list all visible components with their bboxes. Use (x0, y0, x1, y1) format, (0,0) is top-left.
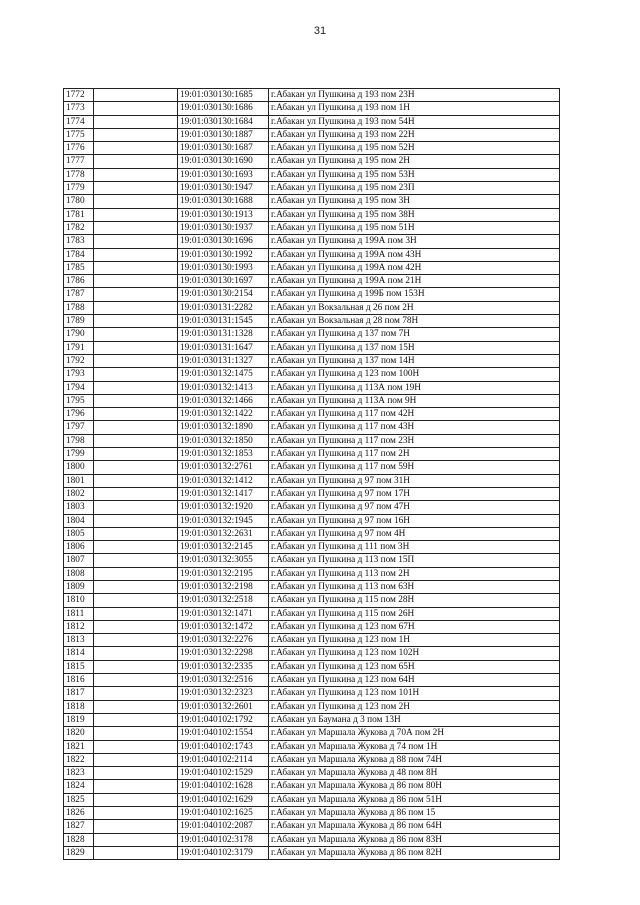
empty-cell (94, 315, 178, 328)
address-cell: г.Абакан ул Маршала Жукова д 88 пом 74Н (269, 753, 560, 766)
address-cell: г.Абакан ул Пушкина д 123 пом 65Н (269, 660, 560, 673)
empty-cell (94, 740, 178, 753)
row-number-cell: 1774 (64, 115, 94, 128)
address-cell: г.Абакан ул Пушкина д 123 пом 1Н (269, 634, 560, 647)
empty-cell (94, 248, 178, 261)
empty-cell (94, 368, 178, 381)
table-row (64, 155, 560, 168)
table-row (64, 514, 560, 527)
table-row (64, 767, 560, 780)
table-row (64, 700, 560, 713)
empty-cell (94, 448, 178, 461)
table-row (64, 527, 560, 540)
row-number-cell: 1773 (64, 102, 94, 115)
cadastral-number-cell: 19:01:030131:1327 (178, 354, 269, 367)
row-number-cell: 1782 (64, 221, 94, 234)
empty-cell (94, 288, 178, 301)
row-number-cell: 1780 (64, 195, 94, 208)
cadastral-number-cell: 19:01:030130:1697 (178, 275, 269, 288)
table-row (64, 487, 560, 500)
empty-cell (94, 780, 178, 793)
empty-cell (94, 647, 178, 660)
table-row (64, 807, 560, 820)
row-number-cell: 1829 (64, 846, 94, 859)
cadastral-number-cell: 19:01:030130:1684 (178, 115, 269, 128)
row-number-cell: 1789 (64, 315, 94, 328)
row-number-cell: 1788 (64, 301, 94, 314)
empty-cell (94, 514, 178, 527)
cadastral-number-cell: 19:01:030132:1475 (178, 368, 269, 381)
cadastral-number-cell: 19:01:030132:1412 (178, 474, 269, 487)
empty-cell (94, 261, 178, 274)
address-cell: г.Абакан ул Маршала Жукова д 74 пом 1Н (269, 740, 560, 753)
empty-cell (94, 820, 178, 833)
row-number-cell: 1828 (64, 833, 94, 846)
row-number-cell: 1801 (64, 474, 94, 487)
cadastral-number-cell: 19:01:040102:2087 (178, 820, 269, 833)
cadastral-number-cell: 19:01:030130:1686 (178, 102, 269, 115)
table-row (64, 580, 560, 593)
row-number-cell: 1791 (64, 341, 94, 354)
cadastral-number-cell: 19:01:030132:2323 (178, 687, 269, 700)
row-number-cell: 1818 (64, 700, 94, 713)
empty-cell (94, 674, 178, 687)
cadastral-number-cell: 19:01:030130:1992 (178, 248, 269, 261)
cadastral-number-cell: 19:01:030132:2631 (178, 527, 269, 540)
cadastral-number-cell: 19:01:040102:1792 (178, 713, 269, 726)
table-row (64, 288, 560, 301)
address-cell: г.Абакан ул Маршала Жукова д 86 пом 15 (269, 807, 560, 820)
address-cell: г.Абакан ул Пушкина д 117 пом 23Н (269, 434, 560, 447)
row-number-cell: 1777 (64, 155, 94, 168)
row-number-cell: 1819 (64, 713, 94, 726)
cadastral-number-cell: 19:01:030132:1850 (178, 434, 269, 447)
table-row (64, 315, 560, 328)
table-row (64, 780, 560, 793)
cadastral-number-cell: 19:01:030131:1647 (178, 341, 269, 354)
cadastral-number-cell: 19:01:030132:1471 (178, 607, 269, 620)
table-row (64, 687, 560, 700)
cadastral-number-cell: 19:01:040102:3178 (178, 833, 269, 846)
table-row (64, 833, 560, 846)
address-cell: г.Абакан ул Пушкина д 195 пом 52Н (269, 142, 560, 155)
address-cell: г.Абакан ул Пушкина д 137 пом 15Н (269, 341, 560, 354)
table-row (64, 115, 560, 128)
cadastral-number-cell: 19:01:030131:2282 (178, 301, 269, 314)
row-number-cell: 1812 (64, 620, 94, 633)
row-number-cell: 1827 (64, 820, 94, 833)
row-number-cell: 1784 (64, 248, 94, 261)
address-cell: г.Абакан ул Пушкина д 113 пом 63Н (269, 580, 560, 593)
cadastral-number-cell: 19:01:040102:1743 (178, 740, 269, 753)
row-number-cell: 1787 (64, 288, 94, 301)
table-row (64, 554, 560, 567)
table-row (64, 753, 560, 766)
address-cell: г.Абакан ул Пушкина д 193 пом 1Н (269, 102, 560, 115)
row-number-cell: 1806 (64, 541, 94, 554)
empty-cell (94, 660, 178, 673)
row-number-cell: 1781 (64, 208, 94, 221)
table-row (64, 368, 560, 381)
table-row (64, 501, 560, 514)
row-number-cell: 1772 (64, 89, 94, 102)
empty-cell (94, 713, 178, 726)
cadastral-number-cell: 19:01:030132:1945 (178, 514, 269, 527)
table-row (64, 328, 560, 341)
cadastral-number-cell: 19:01:040102:3179 (178, 846, 269, 859)
cadastral-number-cell: 19:01:030130:1687 (178, 142, 269, 155)
address-cell: г.Абакан ул Пушкина д 115 пом 26Н (269, 607, 560, 620)
row-number-cell: 1805 (64, 527, 94, 540)
address-cell: г.Абакан ул Пушкина д 199А пом 21Н (269, 275, 560, 288)
empty-cell (94, 341, 178, 354)
row-number-cell: 1793 (64, 368, 94, 381)
cadastral-number-cell: 19:01:030130:1693 (178, 168, 269, 181)
empty-cell (94, 155, 178, 168)
address-cell: г.Абакан ул Пушкина д 137 пом 7Н (269, 328, 560, 341)
table-row (64, 394, 560, 407)
empty-cell (94, 434, 178, 447)
table-row (64, 740, 560, 753)
cadastral-number-cell: 19:01:030132:2298 (178, 647, 269, 660)
row-number-cell: 1807 (64, 554, 94, 567)
row-number-cell: 1809 (64, 580, 94, 593)
table-row (64, 221, 560, 234)
cadastral-number-cell: 19:01:030130:1993 (178, 261, 269, 274)
address-cell: г.Абакан ул Пушкина д 97 пом 17Н (269, 487, 560, 500)
address-cell: г.Абакан ул Баумана д 3 пом 13Н (269, 713, 560, 726)
registry-table (63, 88, 560, 860)
table-row (64, 620, 560, 633)
table-row (64, 341, 560, 354)
row-number-cell: 1823 (64, 767, 94, 780)
address-cell: г.Абакан ул Пушкина д 97 пом 47Н (269, 501, 560, 514)
cadastral-number-cell: 19:01:030132:1920 (178, 501, 269, 514)
address-cell: г.Абакан ул Маршала Жукова д 70А пом 2Н (269, 727, 560, 740)
empty-cell (94, 182, 178, 195)
row-number-cell: 1775 (64, 128, 94, 141)
empty-cell (94, 328, 178, 341)
address-cell: г.Абакан ул Пушкина д 123 пом 67Н (269, 620, 560, 633)
empty-cell (94, 687, 178, 700)
empty-cell (94, 115, 178, 128)
row-number-cell: 1800 (64, 461, 94, 474)
cadastral-number-cell: 19:01:040102:2114 (178, 753, 269, 766)
row-number-cell: 1814 (64, 647, 94, 660)
cadastral-number-cell: 19:01:030132:1466 (178, 394, 269, 407)
address-cell: г.Абакан ул Пушкина д 199А пом 3Н (269, 235, 560, 248)
address-cell: г.Абакан ул Вокзальная д 26 пом 2Н (269, 301, 560, 314)
address-cell: г.Абакан ул Пушкина д 117 пом 2Н (269, 448, 560, 461)
empty-cell (94, 501, 178, 514)
cadastral-number-cell: 19:01:030130:1685 (178, 89, 269, 102)
cadastral-number-cell: 19:01:030131:1328 (178, 328, 269, 341)
address-cell: г.Абакан ул Пушкина д 123 пом 2Н (269, 700, 560, 713)
row-number-cell: 1808 (64, 567, 94, 580)
empty-cell (94, 102, 178, 115)
table-row (64, 461, 560, 474)
table-row (64, 541, 560, 554)
address-cell: г.Абакан ул Пушкина д 193 пом 23Н (269, 89, 560, 102)
table-row (64, 381, 560, 394)
row-number-cell: 1803 (64, 501, 94, 514)
table-row (64, 660, 560, 673)
address-cell: г.Абакан ул Пушкина д 117 пом 42Н (269, 408, 560, 421)
empty-cell (94, 607, 178, 620)
row-number-cell: 1820 (64, 727, 94, 740)
cadastral-number-cell: 19:01:030132:2145 (178, 541, 269, 554)
row-number-cell: 1796 (64, 408, 94, 421)
table-row (64, 102, 560, 115)
row-number-cell: 1821 (64, 740, 94, 753)
empty-cell (94, 753, 178, 766)
row-number-cell: 1813 (64, 634, 94, 647)
cadastral-number-cell: 19:01:030130:1690 (178, 155, 269, 168)
table-row (64, 89, 560, 102)
cadastral-number-cell: 19:01:040102:1629 (178, 793, 269, 806)
row-number-cell: 1826 (64, 807, 94, 820)
row-number-cell: 1792 (64, 354, 94, 367)
address-cell: г.Абакан ул Пушкина д 97 пом 31Н (269, 474, 560, 487)
address-cell: г.Абакан ул Маршала Жукова д 86 пом 64Н (269, 820, 560, 833)
table-row (64, 607, 560, 620)
row-number-cell: 1798 (64, 434, 94, 447)
address-cell: г.Абакан ул Пушкина д 195 пом 23П (269, 182, 560, 195)
cadastral-number-cell: 19:01:030132:2761 (178, 461, 269, 474)
cadastral-number-cell: 19:01:030130:1937 (178, 221, 269, 234)
empty-cell (94, 554, 178, 567)
address-cell: г.Абакан ул Пушкина д 195 пом 53Н (269, 168, 560, 181)
row-number-cell: 1779 (64, 182, 94, 195)
cadastral-number-cell: 19:01:030132:3055 (178, 554, 269, 567)
address-cell: г.Абакан ул Пушкина д 117 пом 59Н (269, 461, 560, 474)
address-cell: г.Абакан ул Пушкина д 199Б пом 153Н (269, 288, 560, 301)
address-cell: г.Абакан ул Маршала Жукова д 48 пом 8Н (269, 767, 560, 780)
empty-cell (94, 221, 178, 234)
table-row (64, 248, 560, 261)
row-number-cell: 1797 (64, 421, 94, 434)
address-cell: г.Абакан ул Пушкина д 195 пом 2Н (269, 155, 560, 168)
row-number-cell: 1824 (64, 780, 94, 793)
cadastral-number-cell: 19:01:030132:2518 (178, 594, 269, 607)
table-row (64, 647, 560, 660)
table-row (64, 354, 560, 367)
cadastral-number-cell: 19:01:040102:1554 (178, 727, 269, 740)
row-number-cell: 1822 (64, 753, 94, 766)
empty-cell (94, 541, 178, 554)
row-number-cell: 1794 (64, 381, 94, 394)
table-row (64, 793, 560, 806)
empty-cell (94, 634, 178, 647)
address-cell: г.Абакан ул Пушкина д 199А пом 42Н (269, 261, 560, 274)
address-cell: г.Абакан ул Маршала Жукова д 86 пом 80Н (269, 780, 560, 793)
table-row (64, 168, 560, 181)
empty-cell (94, 381, 178, 394)
address-cell: г.Абакан ул Пушкина д 137 пом 14Н (269, 354, 560, 367)
address-cell: г.Абакан ул Маршала Жукова д 86 пом 51Н (269, 793, 560, 806)
address-cell: г.Абакан ул Пушкина д 123 пом 64Н (269, 674, 560, 687)
page-number: 31 (313, 25, 327, 37)
row-number-cell: 1825 (64, 793, 94, 806)
row-number-cell: 1790 (64, 328, 94, 341)
table-row (64, 634, 560, 647)
table-row (64, 261, 560, 274)
address-cell: г.Абакан ул Пушкина д 113А пом 9Н (269, 394, 560, 407)
row-number-cell: 1795 (64, 394, 94, 407)
empty-cell (94, 408, 178, 421)
cadastral-number-cell: 19:01:030131:1545 (178, 315, 269, 328)
cadastral-number-cell: 19:01:040102:1625 (178, 807, 269, 820)
row-number-cell: 1815 (64, 660, 94, 673)
empty-cell (94, 301, 178, 314)
empty-cell (94, 421, 178, 434)
cadastral-number-cell: 19:01:030132:1853 (178, 448, 269, 461)
cadastral-number-cell: 19:01:030130:1688 (178, 195, 269, 208)
table-row (64, 727, 560, 740)
empty-cell (94, 168, 178, 181)
address-cell: г.Абакан ул Пушкина д 115 пом 28Н (269, 594, 560, 607)
empty-cell (94, 767, 178, 780)
table-row (64, 128, 560, 141)
address-cell: г.Абакан ул Пушкина д 123 пом 102Н (269, 647, 560, 660)
table-row (64, 182, 560, 195)
row-number-cell: 1811 (64, 607, 94, 620)
table-row (64, 408, 560, 421)
cadastral-number-cell: 19:01:030132:1413 (178, 381, 269, 394)
cadastral-number-cell: 19:01:030130:2154 (178, 288, 269, 301)
address-cell: г.Абакан ул Пушкина д 195 пом 38Н (269, 208, 560, 221)
table-row (64, 275, 560, 288)
address-cell: г.Абакан ул Пушкина д 193 пом 22Н (269, 128, 560, 141)
empty-cell (94, 580, 178, 593)
empty-cell (94, 461, 178, 474)
address-cell: г.Абакан ул Пушкина д 111 пом 3Н (269, 541, 560, 554)
empty-cell (94, 487, 178, 500)
empty-cell (94, 793, 178, 806)
table-row (64, 594, 560, 607)
cadastral-number-cell: 19:01:030130:1913 (178, 208, 269, 221)
address-cell: г.Абакан ул Маршала Жукова д 86 пом 82Н (269, 846, 560, 859)
address-cell: г.Абакан ул Пушкина д 123 пом 100Н (269, 368, 560, 381)
address-cell: г.Абакан ул Пушкина д 97 пом 4Н (269, 527, 560, 540)
address-cell: г.Абакан ул Вокзальная д 28 пом 78Н (269, 315, 560, 328)
address-cell: г.Абакан ул Пушкина д 123 пом 101Н (269, 687, 560, 700)
cadastral-number-cell: 19:01:030130:1947 (178, 182, 269, 195)
table-row (64, 301, 560, 314)
empty-cell (94, 208, 178, 221)
row-number-cell: 1776 (64, 142, 94, 155)
row-number-cell: 1799 (64, 448, 94, 461)
address-cell: г.Абакан ул Пушкина д 117 пом 43Н (269, 421, 560, 434)
registry-table-body (64, 89, 560, 860)
table-row (64, 421, 560, 434)
cadastral-number-cell: 19:01:030132:1417 (178, 487, 269, 500)
table-row (64, 567, 560, 580)
row-number-cell: 1817 (64, 687, 94, 700)
empty-cell (94, 833, 178, 846)
empty-cell (94, 89, 178, 102)
row-number-cell: 1783 (64, 235, 94, 248)
empty-cell (94, 128, 178, 141)
empty-cell (94, 354, 178, 367)
address-cell: г.Абакан ул Пушкина д 199А пом 43Н (269, 248, 560, 261)
cadastral-number-cell: 19:01:030132:2601 (178, 700, 269, 713)
table-row (64, 208, 560, 221)
empty-cell (94, 700, 178, 713)
cadastral-number-cell: 19:01:030132:2516 (178, 674, 269, 687)
table-row (64, 448, 560, 461)
row-number-cell: 1802 (64, 487, 94, 500)
empty-cell (94, 727, 178, 740)
cadastral-number-cell: 19:01:030132:2198 (178, 580, 269, 593)
address-cell: г.Абакан ул Пушкина д 195 пом 3Н (269, 195, 560, 208)
table-row (64, 846, 560, 859)
table-row (64, 674, 560, 687)
empty-cell (94, 394, 178, 407)
address-cell: г.Абакан ул Пушкина д 97 пом 16Н (269, 514, 560, 527)
cadastral-number-cell: 19:01:030132:2195 (178, 567, 269, 580)
row-number-cell: 1804 (64, 514, 94, 527)
empty-cell (94, 527, 178, 540)
empty-cell (94, 235, 178, 248)
table-row (64, 474, 560, 487)
table-row (64, 235, 560, 248)
cadastral-number-cell: 19:01:040102:1628 (178, 780, 269, 793)
table-row (64, 713, 560, 726)
empty-cell (94, 142, 178, 155)
empty-cell (94, 620, 178, 633)
row-number-cell: 1786 (64, 275, 94, 288)
empty-cell (94, 807, 178, 820)
row-number-cell: 1778 (64, 168, 94, 181)
row-number-cell: 1816 (64, 674, 94, 687)
cadastral-number-cell: 19:01:030130:1696 (178, 235, 269, 248)
row-number-cell: 1810 (64, 594, 94, 607)
address-cell: г.Абакан ул Маршала Жукова д 86 пом 83Н (269, 833, 560, 846)
empty-cell (94, 275, 178, 288)
address-cell: г.Абакан ул Пушкина д 195 пом 51Н (269, 221, 560, 234)
table-row (64, 820, 560, 833)
address-cell: г.Абакан ул Пушкина д 113 пом 15П (269, 554, 560, 567)
address-cell: г.Абакан ул Пушкина д 113А пом 19Н (269, 381, 560, 394)
empty-cell (94, 594, 178, 607)
cadastral-number-cell: 19:01:030132:2276 (178, 634, 269, 647)
cadastral-number-cell: 19:01:030130:1887 (178, 128, 269, 141)
cadastral-number-cell: 19:01:030132:1472 (178, 620, 269, 633)
row-number-cell: 1785 (64, 261, 94, 274)
cadastral-number-cell: 19:01:040102:1529 (178, 767, 269, 780)
empty-cell (94, 567, 178, 580)
table-row (64, 434, 560, 447)
cadastral-number-cell: 19:01:030132:1422 (178, 408, 269, 421)
address-cell: г.Абакан ул Пушкина д 193 пом 54Н (269, 115, 560, 128)
cadastral-number-cell: 19:01:030132:1890 (178, 421, 269, 434)
cadastral-number-cell: 19:01:030132:2335 (178, 660, 269, 673)
empty-cell (94, 474, 178, 487)
table-row (64, 142, 560, 155)
empty-cell (94, 195, 178, 208)
empty-cell (94, 846, 178, 859)
table-row (64, 195, 560, 208)
address-cell: г.Абакан ул Пушкина д 113 пом 2Н (269, 567, 560, 580)
